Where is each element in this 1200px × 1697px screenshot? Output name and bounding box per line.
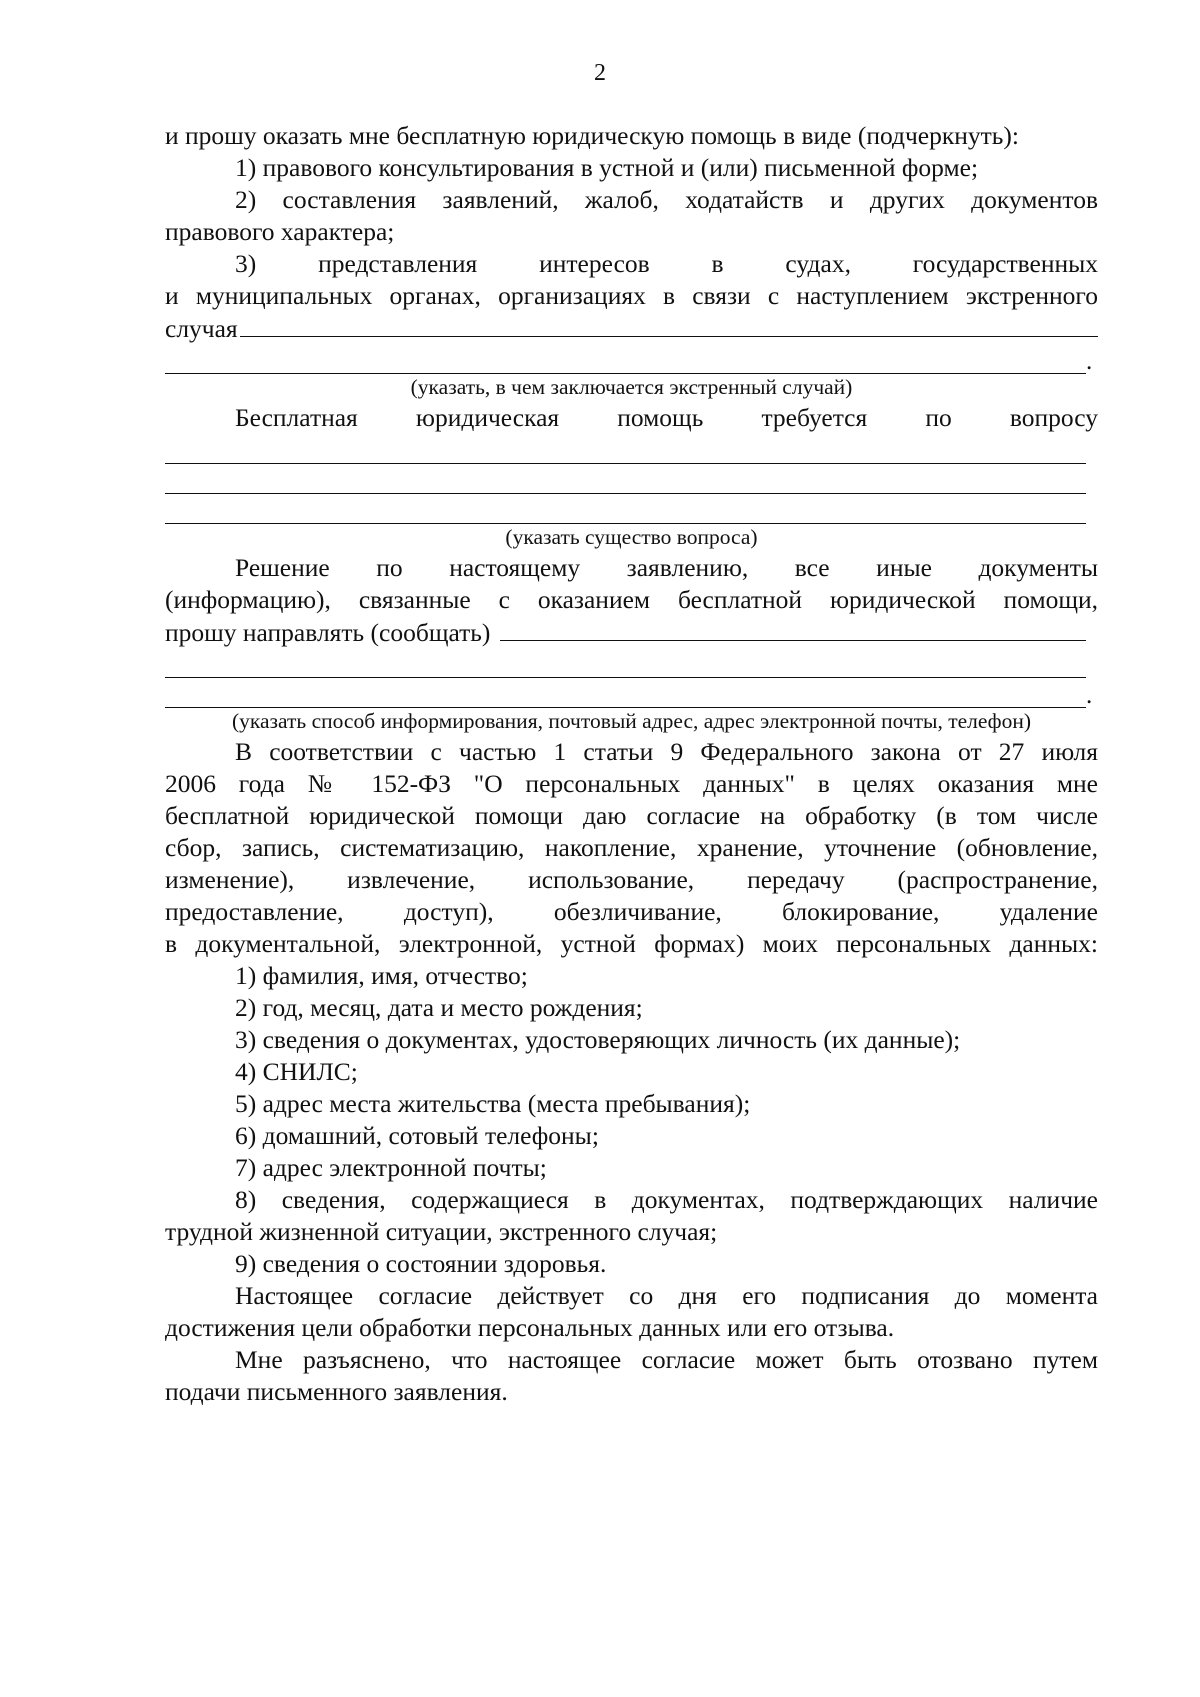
request-item-2-line-1: 2) составления заявлений, жалоб, ходатайств и других документов: [235, 185, 1098, 214]
question-row-3: [165, 494, 1098, 524]
request-intro: и прошу оказать мне бесплатную юридическую помощь в виде (подчеркнуть):: [165, 121, 1019, 150]
data-item-2: 2) год, месяц, дата и место рождения;: [235, 993, 643, 1022]
revocation-line-2: подачи письменного заявления.: [165, 1377, 508, 1406]
decision-contact-field[interactable]: [500, 616, 1086, 641]
decision-contact-row: [165, 616, 1098, 648]
question-lead: Бесплатная юридическая помощь требуется по вопросу: [235, 403, 1098, 432]
decision-contact-row-3: [165, 678, 1098, 708]
validity-line-1: Настоящее согласие действует со дня его подписания до момента: [235, 1281, 1098, 1310]
data-item-6: 6) домашний, сотовый телефоны;: [235, 1121, 599, 1150]
decision-contact-field-2[interactable]: [165, 653, 1086, 678]
emergency-case-row-2: [165, 344, 1098, 374]
period-mark-2: .: [1086, 682, 1093, 709]
decision-contact-label: прошу направлять (сообщать): [165, 618, 491, 647]
question-hint: (указать существо вопроса): [505, 525, 758, 549]
request-item-3-line-2: и муниципальных органах, организациях в связи с наступлением экстренного: [165, 281, 1098, 310]
consent-line-7: в документальной, электронной, устной формах) моих персональных данных:: [165, 929, 1098, 958]
decision-line-1: Решение по настоящему заявлению, все иные документы: [235, 553, 1098, 582]
document-body: [165, 120, 1098, 1408]
period-mark: .: [1086, 348, 1093, 375]
question-field-3[interactable]: [165, 499, 1086, 524]
data-item-8-line-2: трудной жизненной ситуации, экстренного случая;: [165, 1217, 718, 1246]
request-item-1: 1) правового консультирования в устной и (или) письменной форме;: [235, 153, 979, 182]
question-row-1: [165, 434, 1098, 464]
decision-contact-hint: (указать способ информирования, почтовый адрес, адрес электронной почты, телефон): [231, 709, 1032, 733]
question-row-2: [165, 464, 1098, 494]
validity-line-2: достижения цели обработки персональных данных или его отзыва.: [165, 1313, 895, 1342]
consent-line-3: бесплатной юридической помощи даю согласие на обработку (в том числе: [165, 801, 1098, 830]
emergency-case-field-2[interactable]: [165, 349, 1086, 374]
request-item-2-line-2: правового характера;: [165, 217, 395, 246]
page-number: 2: [594, 60, 606, 86]
consent-line-1: В соответствии с частью 1 статьи 9 Федерального закона от 27 июля: [235, 737, 1098, 766]
decision-contact-field-3[interactable]: [165, 683, 1086, 708]
data-item-1: 1) фамилия, имя, отчество;: [235, 961, 528, 990]
emergency-case-hint: (указать, в чем заключается экстренный случай): [410, 375, 853, 399]
emergency-case-field[interactable]: [240, 312, 1098, 337]
consent-line-2: 2006 года № 152-ФЗ "О персональных данных" в целях оказания мне: [165, 769, 1098, 798]
revocation-line-1: Мне разъяснено, что настоящее согласие может быть отозвано путем: [235, 1345, 1098, 1374]
consent-line-5: изменение), извлечение, использование, передачу (распространение,: [165, 865, 1098, 894]
consent-line-6: предоставление, доступ), обезличивание, блокирование, удаление: [165, 897, 1098, 926]
emergency-case-label: случая: [165, 314, 238, 343]
data-item-3: 3) сведения о документах, удостоверяющих личность (их данные);: [235, 1025, 961, 1054]
data-item-9: 9) сведения о состоянии здоровья.: [235, 1249, 607, 1278]
data-item-7: 7) адрес электронной почты;: [235, 1153, 547, 1182]
data-item-5: 5) адрес места жительства (места пребывания);: [235, 1089, 751, 1118]
decision-contact-row-2: [165, 648, 1098, 678]
data-item-8-line-1: 8) сведения, содержащиеся в документах, подтверждающих наличие: [235, 1185, 1098, 1214]
data-item-4: 4) СНИЛС;: [235, 1057, 358, 1086]
question-field-1[interactable]: [165, 439, 1086, 464]
question-field-2[interactable]: [165, 469, 1086, 494]
emergency-case-row: [165, 312, 1098, 344]
decision-line-2: (информацию), связанные с оказанием бесплатной юридической помощи,: [165, 585, 1098, 614]
consent-line-4: сбор, запись, систематизацию, накопление, хранение, уточнение (обновление,: [165, 833, 1098, 862]
request-item-3-line-1: 3) представления интересов в судах, государственных: [235, 249, 1098, 278]
